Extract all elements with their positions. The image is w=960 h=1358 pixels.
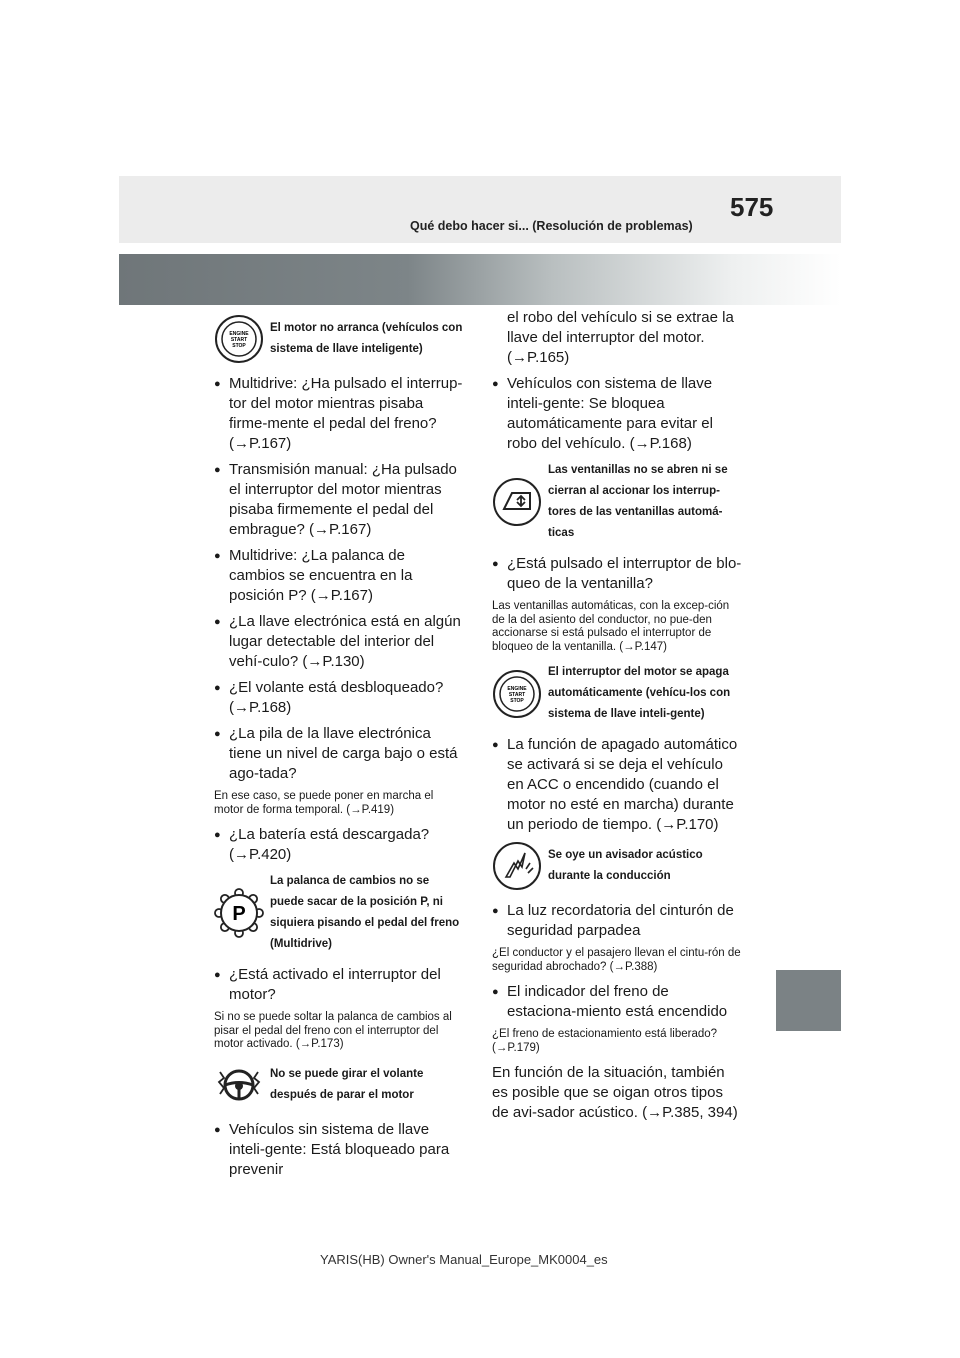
bullet-item xyxy=(214,724,464,784)
section-heading xyxy=(492,841,742,891)
note-text: Si no se puede soltar la palanca de cambios al pisar el pedal del freno con el interruptor del motor activado. (→P.173) xyxy=(214,1011,452,1050)
section-title: La palanca de cambios no se puede sacar de la posición P, ni siquiera pisando el pedal del freno (Multidrive) xyxy=(270,875,460,950)
section-heading xyxy=(214,871,464,955)
note-text: En ese caso, se puede poner en marcha el motor de forma temporal. (→P.419) xyxy=(214,790,434,816)
bullet-item xyxy=(214,678,464,718)
bullet-item xyxy=(492,901,742,941)
bullet-dot-icon: ● xyxy=(214,1123,221,1136)
section-title: El interruptor del motor se apaga automáticamente (vehícu-los con sistema de llave inteli-gente) xyxy=(548,666,731,720)
bullet-text: La luz recordatoria del cinturón de seguridad parpadea xyxy=(507,902,734,939)
section-title: Las ventanillas no se abren ni se cierran al accionar los interrup-tores de las ventanillas automá-ticas xyxy=(548,464,728,539)
steering-wheel-icon xyxy=(214,1060,264,1110)
bullet-text: Multidrive: ¿Ha pulsado el interrup-tor del motor mientras pisaba firme-mente el pedal del freno? (→P.167) xyxy=(229,375,463,452)
section-title: No se puede girar el volante después de parar el motor xyxy=(270,1067,424,1101)
bullet-dot-icon: ● xyxy=(214,682,221,694)
section-heading xyxy=(214,1060,464,1110)
bullet-dot-icon: ● xyxy=(492,986,499,998)
bullet-item xyxy=(492,735,742,835)
note-text: Las ventanillas automáticas, con la excep-ción de la del asiento del conductor, no pue-den accionarse si está pulsado el interruptor de bloqueo de la ventanilla. (→P.147) xyxy=(492,600,730,653)
bullet-item xyxy=(492,554,742,594)
bullet-item xyxy=(214,374,464,454)
bullet-item xyxy=(492,374,742,454)
bullet-text: La función de apagado automático se activará si se deja el vehículo en ACC o encendido (cuando el motor no esté en marcha) durante un periodo de tiempo. (→P.170) xyxy=(507,736,738,833)
svg-text:STOP: STOP xyxy=(232,343,246,349)
section-title: Se oye un avisador acústico durante la conducción xyxy=(548,849,703,882)
bullet-text: Transmisión manual: ¿Ha pulsado el interruptor del motor mientras pisaba firmemente el pedal del embrague? (→P.167) xyxy=(229,461,457,538)
chapter-tab xyxy=(776,970,841,1031)
page-footer: YARIS(HB) Owner's Manual_Europe_MK0004_es xyxy=(320,1252,608,1267)
bullet-text: ¿El volante está desbloqueado? (→P.168) xyxy=(229,679,444,716)
bullet-dot-icon: ● xyxy=(214,829,221,841)
note-text: ¿El conductor y el pasajero llevan el cintu-rón de seguridad abrochado? (→P.388) xyxy=(492,947,741,973)
buzzer-icon xyxy=(492,841,542,891)
bullet-item xyxy=(492,982,742,1022)
bullet-dot-icon: ● xyxy=(492,739,499,751)
bullet-item xyxy=(214,825,464,865)
bullet-text: Vehículos sin sistema de llave inteli-gente: Está bloqueado para prevenir xyxy=(229,1120,450,1178)
bullet-continuation: el robo del vehículo si se extrae la llave del interruptor del motor. (→P.165) xyxy=(507,309,734,366)
bullet-dot-icon: ● xyxy=(492,378,499,390)
bullet-dot-icon: ● xyxy=(214,969,221,981)
right-column xyxy=(492,308,742,1123)
bullet-text: ¿La pila de la llave electrónica tiene un nivel de carga bajo o está ago-tada? xyxy=(229,725,458,782)
bullet-text: ¿Está activado el interruptor del motor? xyxy=(229,966,441,1003)
park-gear-icon xyxy=(214,888,264,938)
bullet-dot-icon: ● xyxy=(214,550,221,562)
bullet-text: ¿Está pulsado el interruptor de blo-queo de la ventanilla? xyxy=(507,555,742,592)
svg-text:START: START xyxy=(230,337,248,343)
bullet-item xyxy=(214,965,464,1005)
bullet-dot-icon: ● xyxy=(214,378,221,390)
bullet-item xyxy=(214,612,464,672)
header-gradient-band xyxy=(119,254,841,305)
bullet-text: ¿La batería está descargada? (→P.420) xyxy=(229,826,430,863)
page-number: 575 xyxy=(730,192,774,222)
svg-text:STOP: STOP xyxy=(510,697,524,704)
bullet-dot-icon: ● xyxy=(492,558,499,570)
engine-start-stop-icon xyxy=(492,669,542,719)
bullet-dot-icon: ● xyxy=(214,728,221,740)
section-heading xyxy=(492,662,742,725)
bullet-text: Multidrive: ¿La palanca de cambios se encuentra en la posición P? (→P.167) xyxy=(229,547,413,604)
bullet-text: ¿La llave electrónica está en algún lugar detectable del interior del vehí-culo? (→P.130) xyxy=(229,613,461,670)
section-heading xyxy=(214,314,464,364)
bullet-item xyxy=(214,460,464,540)
svg-text:ENGINE: ENGINE xyxy=(229,331,249,337)
section-heading xyxy=(492,460,742,544)
window-switch-icon xyxy=(492,477,542,527)
svg-text:ENGINE: ENGINE xyxy=(507,685,527,692)
bullet-text: El indicador del freno de estaciona-miento está encendido xyxy=(507,983,728,1020)
bullet-item xyxy=(214,546,464,606)
svg-text:P: P xyxy=(232,903,246,925)
note-text: ¿El freno de estacionamiento está liberado? (→P.179) xyxy=(492,1028,718,1054)
bullet-item xyxy=(214,1120,464,1180)
page-header-title: Qué debo hacer si... (Resolución de problemas) xyxy=(410,219,693,233)
bullet-dot-icon: ● xyxy=(492,905,499,917)
bullet-dot-icon: ● xyxy=(214,464,221,476)
svg-text:START: START xyxy=(508,691,526,698)
engine-start-stop-icon xyxy=(214,314,264,364)
left-column xyxy=(214,308,464,1186)
section-title: El motor no arranca (vehículos con sistema de llave inteligente) xyxy=(270,322,463,355)
bullet-text: Vehículos con sistema de llave inteli-gente: Se bloquea automáticamente para evitar el robo del vehículo. (→P.168) xyxy=(507,375,713,452)
bullet-dot-icon: ● xyxy=(214,616,221,628)
paragraph: En función de la situación, también es posible que se oigan otros tipos de avi-sador acústico. (→P.385, 394) xyxy=(492,1064,738,1121)
